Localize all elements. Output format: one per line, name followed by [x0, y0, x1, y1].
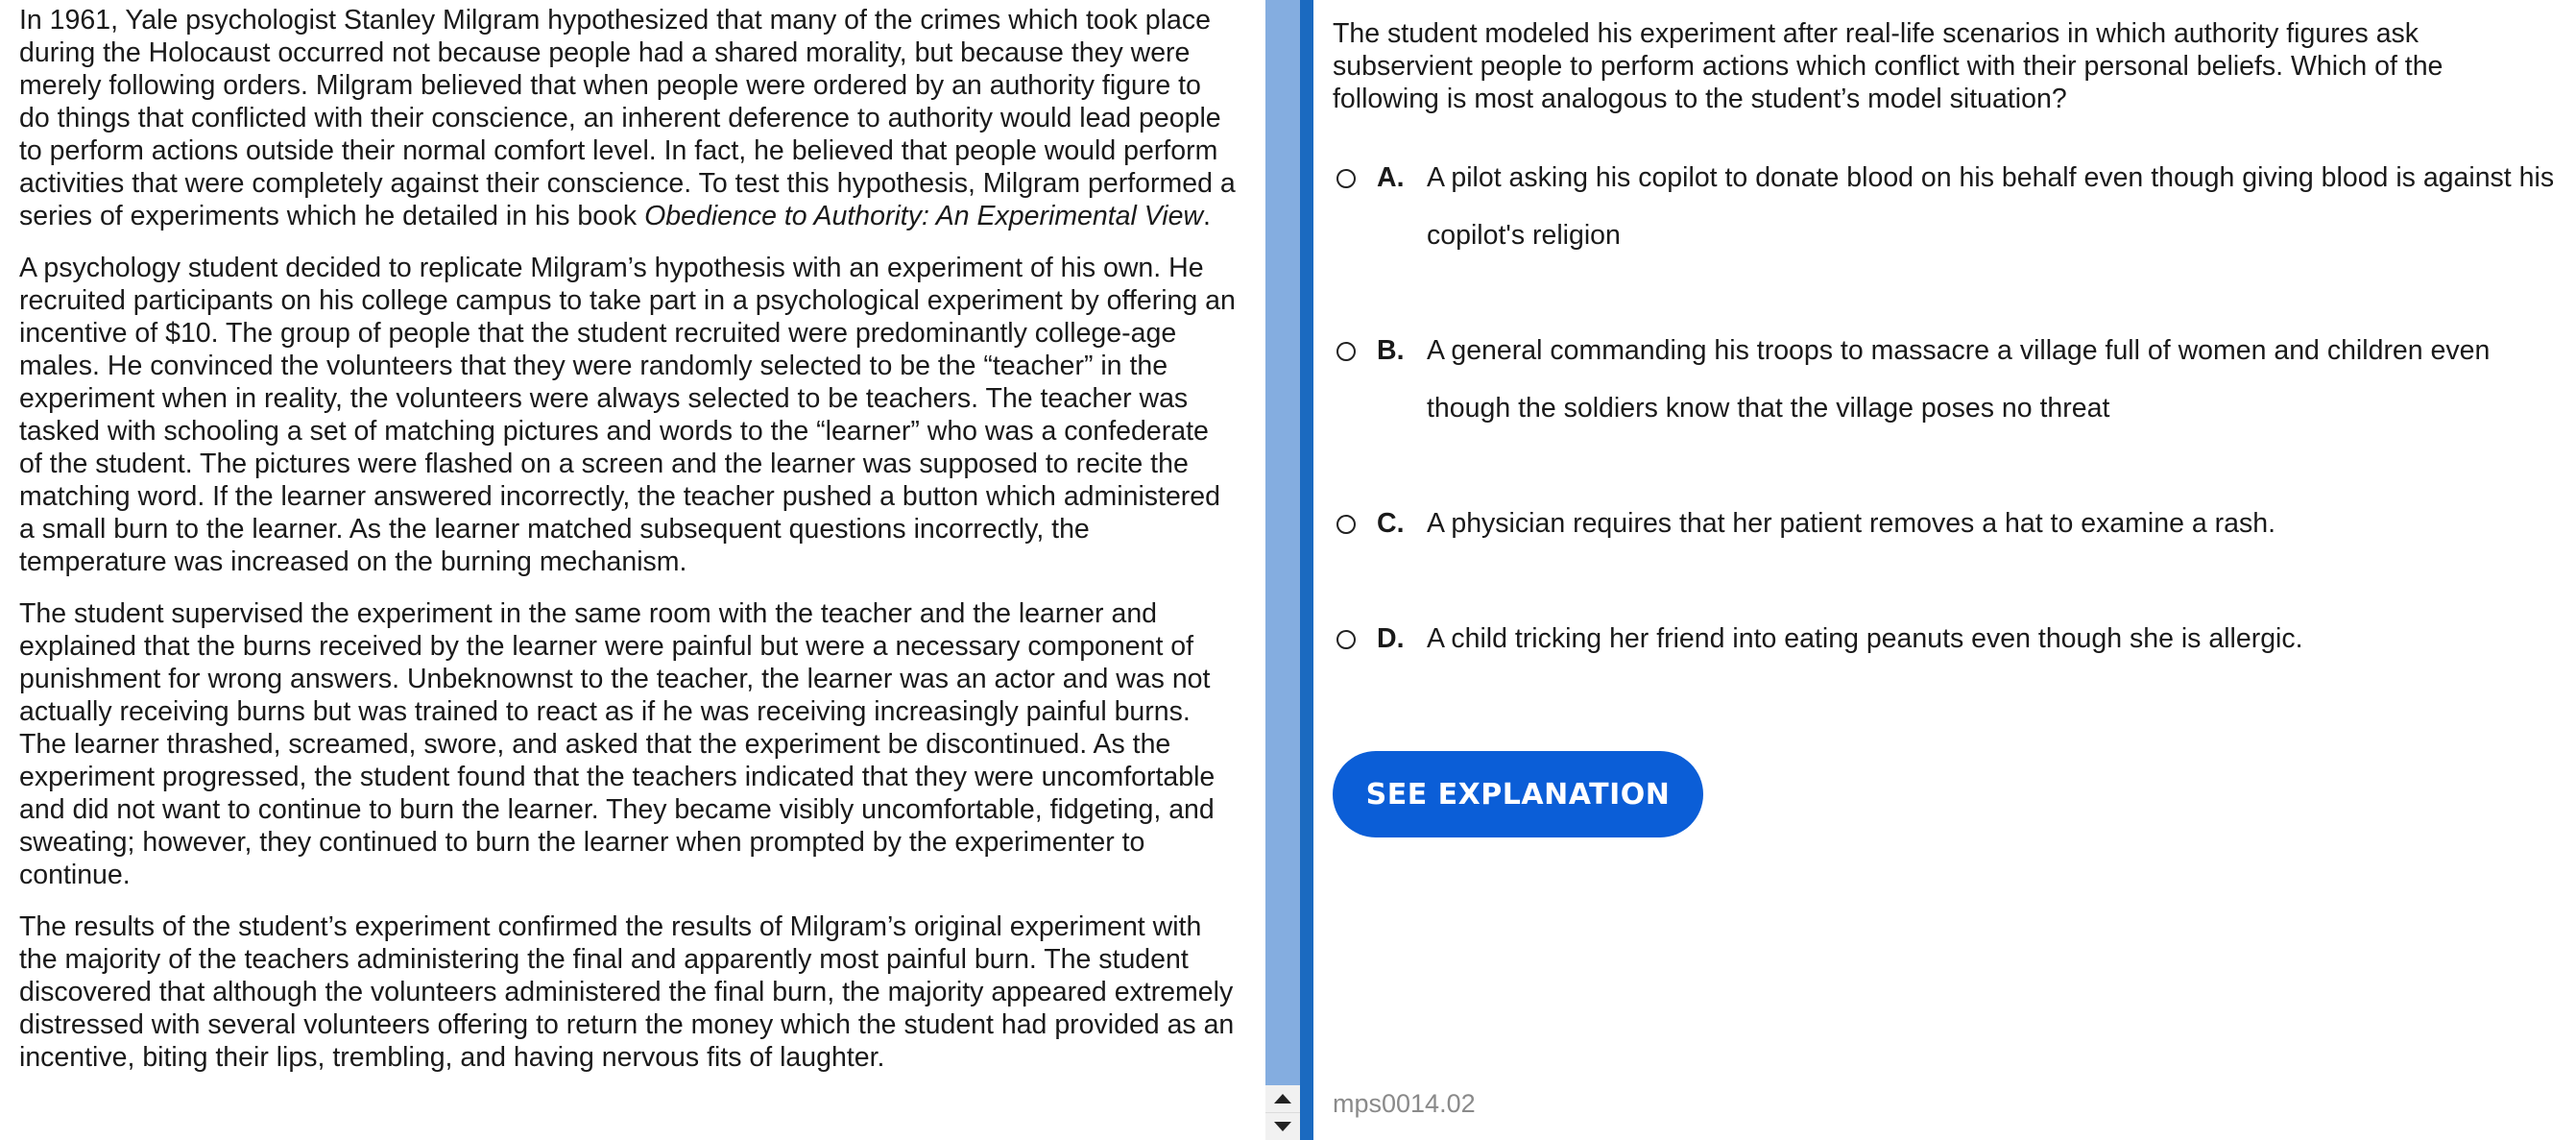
- choice-text-a: A pilot asking his copilot to donate blood on his behalf even though giving blood is against his copilot's religion: [1427, 162, 2555, 251]
- answer-choice-d[interactable]: [1336, 622, 2576, 667]
- question-pane: [1313, 0, 2576, 1140]
- passage-paragraph-1: [19, 4, 1239, 232]
- scroll-up-button[interactable]: [1265, 1085, 1300, 1112]
- choice-text-d: A child tricking her friend into eating peanuts even though she is allergic.: [1427, 623, 2303, 654]
- choice-text-b: A general commanding his troops to massacre a village full of women and children even though the soldiers know that the village poses no threat: [1427, 335, 2491, 424]
- choice-letter-a: A.: [1377, 162, 1405, 193]
- passage-scrollbar[interactable]: [1265, 0, 1300, 1140]
- choice-text-c: A physician requires that her patient removes a hat to examine a rash.: [1427, 508, 2275, 539]
- scroll-down-button[interactable]: [1265, 1113, 1300, 1140]
- item-id: mps0014.02: [1333, 1089, 1476, 1118]
- choice-letter-c: C.: [1377, 508, 1405, 539]
- radio-button-d[interactable]: [1336, 630, 1356, 649]
- answer-choice-c[interactable]: [1336, 507, 2576, 552]
- choice-letter-d: D.: [1377, 623, 1405, 654]
- answer-choice-a[interactable]: [1336, 161, 2576, 264]
- question-stem: The student modeled his experiment after real-life scenarios in which authority figures ask subservient people to perform actions which conflict with their personal beliefs. Which of the following is most analogous to the student’s model situation?: [1333, 18, 2444, 114]
- radio-button-b[interactable]: [1336, 342, 1356, 361]
- radio-button-a[interactable]: [1336, 169, 1356, 188]
- passage-paragraph-2: A psychology student decided to replicate Milgram’s hypothesis with an experiment of his own. He recruited participants on his college campus to take part in a psychological experiment by offering an incentive of $10. The group of people that the student recruited were predominantly college-age males. He convinced the volunteers that they were randomly selected to be the “teacher” in the experiment when in reality, the volunteers were always selected to be teachers. The teacher was tasked with schooling a set of matching pictures and words to the “learner” who was a confederate of the student. The pictures were flashed on a screen and the learner was supposed to recite the matching word. If the learner answered incorrectly, the teacher pushed a button which administered a small burn to the learner. As the learner matched subsequent questions incorrectly, the temperature was increased on the burning mechanism.: [19, 253, 1236, 577]
- answer-choice-b[interactable]: [1336, 334, 2576, 437]
- passage-paragraph-4: The results of the student’s experiment confirmed the results of Milgram’s original experiment with the majority of the teachers administering the final and apparently most painful burn. The student discovered that although the volunteers administered the final burn, the majority appeared extremely distressed with several volunteers offering to return the money which the student had provided as an incentive, biting their lips, trembling, and having nervous fits of laughter.: [19, 911, 1235, 1073]
- book-title: Obedience to Authority: An Experimental View: [644, 201, 1204, 231]
- arrow-up-icon: [1274, 1094, 1291, 1104]
- passage-pane[interactable]: [0, 0, 1265, 1140]
- scrollbar-thumb[interactable]: [1265, 0, 1300, 1085]
- passage-paragraph-3: The student supervised the experiment in the same room with the teacher and the learner and explained that the burns received by the learner were painful but were a necessary component of punishment for wrong answers. Unbeknownst to the teacher, the learner was an actor and was not actually receiving burns but was trained to react as if he was receiving increasingly painful burns. The learner thrashed, screamed, swore, and asked that the experiment be discontinued. As the experiment progressed, the student found that the teachers indicated that they were uncomfortable and did not want to continue to burn the learner. They became visibly uncomfortable, fidgeting, and sweating; however, they continued to burn the learner when prompted by the experimenter to continue.: [19, 598, 1216, 890]
- passage-paragraph-1-text: In 1961, Yale psychologist Stanley Milgram hypothesized that many of the crimes which took place during the Holocaust occurred not because people had a shared morality, but because they were merely following orders. Milgram believed that when people were ordered by an authority figure to do things that conflicted with their conscience, an inherent deference to authority would lead people to perform actions outside their normal comfort level. In fact, he believed that people would perform activities that were completely against their conscience. To test this hypothesis, Milgram performed a series of experiments which he detailed in his book: [19, 5, 1236, 231]
- choice-letter-b: B.: [1377, 335, 1405, 366]
- see-explanation-button[interactable]: SEE EXPLANATION: [1333, 751, 1703, 837]
- passage: [19, 4, 1239, 1093]
- book-title-suffix: .: [1203, 201, 1211, 231]
- radio-button-c[interactable]: [1336, 515, 1356, 534]
- pane-divider[interactable]: [1300, 0, 1313, 1140]
- arrow-down-icon: [1274, 1122, 1291, 1131]
